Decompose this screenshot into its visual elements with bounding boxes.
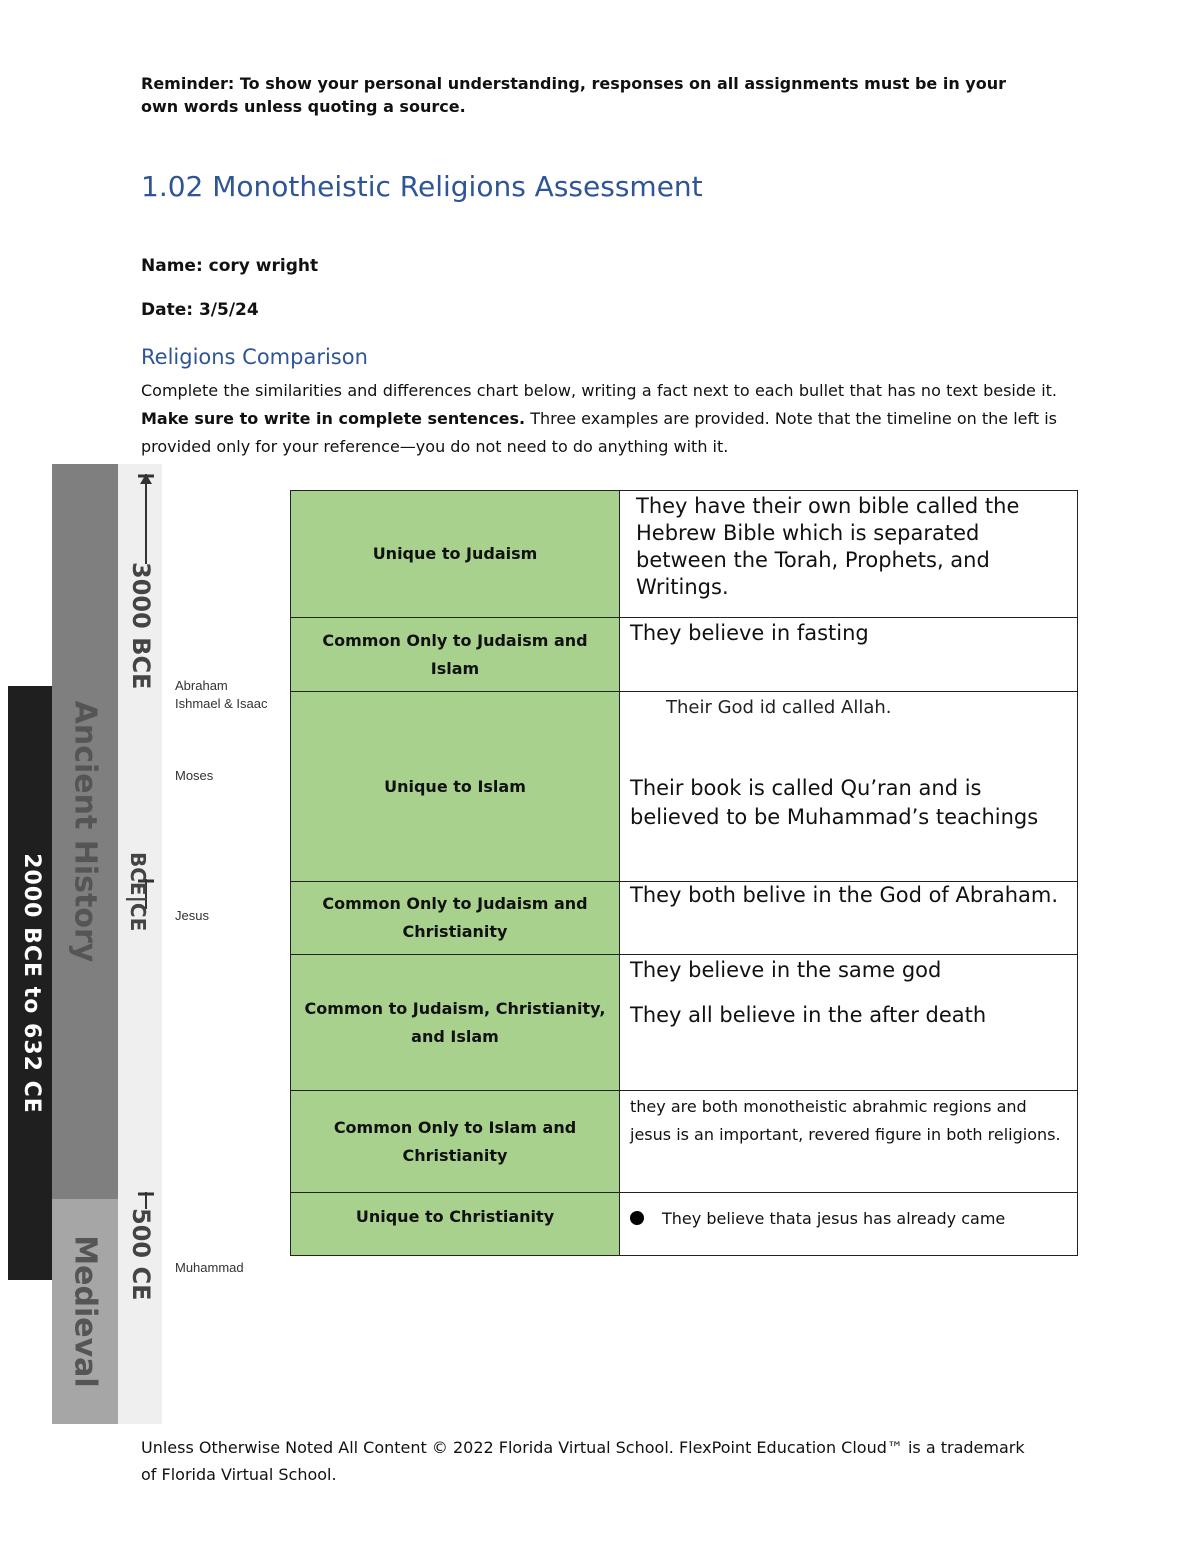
timeline-event-jesus: Jesus	[175, 908, 209, 923]
row-label-unique-christianity: Unique to Christianity	[291, 1193, 620, 1256]
fact-text-1: They believe in the same god	[630, 958, 942, 982]
instructions-part2: Three examples are provided. Note that the timeline on the left is provided only for your reference—you do not need to do anything with it.	[141, 409, 1057, 456]
section-heading: Religions Comparison	[141, 345, 368, 369]
fact-text-2: Their book is called Qu’ran and is believed to be Muhammad’s teachings	[630, 776, 1039, 829]
row-label-unique-islam: Unique to Islam	[291, 692, 620, 882]
name-line: Name: cory wright	[141, 256, 319, 276]
timeline-ancient-label: Ancient History	[67, 700, 103, 963]
timeline-tick-bce-ce: BCE|CE	[126, 852, 150, 932]
table-row	[291, 1193, 1078, 1256]
fact-cell-judaism-islam[interactable]	[620, 618, 1078, 692]
timeline-event-ishmael-isaac: Ishmael & Isaac	[175, 696, 268, 711]
timeline-event-moses: Moses	[175, 768, 214, 783]
row-label-judaism-islam: Common Only to Judaism and Islam	[291, 618, 620, 692]
fact-cell-unique-judaism[interactable]	[620, 491, 1078, 618]
bullet-icon	[630, 1211, 644, 1225]
table-row	[291, 618, 1078, 692]
row-label-unique-judaism: Unique to Judaism	[291, 491, 620, 618]
timeline-event-muhammad: Muhammad	[175, 1260, 244, 1275]
footer-copyright: Unless Otherwise Noted All Content © 2022 Florida Virtual School. FlexPoint Education Cloud™ is a trademark of Florida Virtual School.	[141, 1438, 1025, 1484]
reminder-text: Reminder: To show your personal understanding, responses on all assignments must be in your own words unless quoting a source.	[141, 74, 1006, 116]
date-line: Date: 3/5/24	[141, 300, 259, 320]
fact-cell-islam-christianity[interactable]	[620, 1091, 1078, 1193]
timeline-medieval-label: Medieval	[67, 1235, 103, 1388]
table-row	[291, 491, 1078, 618]
document-title: 1.02 Monotheistic Religions Assessment	[141, 170, 703, 203]
fact-text-2: They all believe in the after death	[630, 1003, 987, 1027]
fact-text: They both belive in the God of Abraham.	[630, 883, 1059, 907]
row-label-all-three: Common to Judaism, Christianity, and Islam	[291, 955, 620, 1091]
comparison-table	[290, 490, 1078, 1256]
fact-text: They believe thata jesus has already came	[662, 1209, 1006, 1228]
row-label-islam-christianity: Common Only to Islam and Christianity	[291, 1091, 620, 1193]
instructions-bold: Make sure to write in complete sentences.	[141, 409, 526, 428]
fact-cell-unique-christianity[interactable]	[620, 1193, 1078, 1256]
fact-text-1: Their God id called Allah.	[666, 697, 892, 718]
fact-cell-judaism-christianity[interactable]	[620, 882, 1078, 955]
table-row	[291, 882, 1078, 955]
table-row	[291, 692, 1078, 882]
timeline-tick-500-ce: 500 CE	[127, 1208, 155, 1301]
fact-text: they are both monotheistic abrahmic regions and jesus is an important, revered figure in both religions.	[630, 1097, 1061, 1144]
table-row	[291, 955, 1078, 1091]
timeline-era-label: 2000 BCE to 632 CE	[18, 852, 44, 1114]
fact-text: They believe in fasting	[630, 621, 869, 645]
row-label-judaism-christianity: Common Only to Judaism and Christianity	[291, 882, 620, 955]
fact-cell-unique-islam[interactable]	[620, 692, 1078, 882]
fact-cell-all-three[interactable]	[620, 955, 1078, 1091]
instructions-part1: Complete the similarities and differences chart below, writing a fact next to each bullet that has no text beside it.	[141, 381, 1057, 400]
timeline-event-abraham: Abraham	[175, 678, 228, 693]
instructions-paragraph	[141, 377, 1057, 461]
table-row	[291, 1091, 1078, 1193]
timeline-tick-3000-bce: 3000 BCE	[127, 562, 155, 690]
fact-text: They have their own bible called the Hebrew Bible which is separated between the Torah, Prophets, and Writings.	[636, 494, 1020, 599]
